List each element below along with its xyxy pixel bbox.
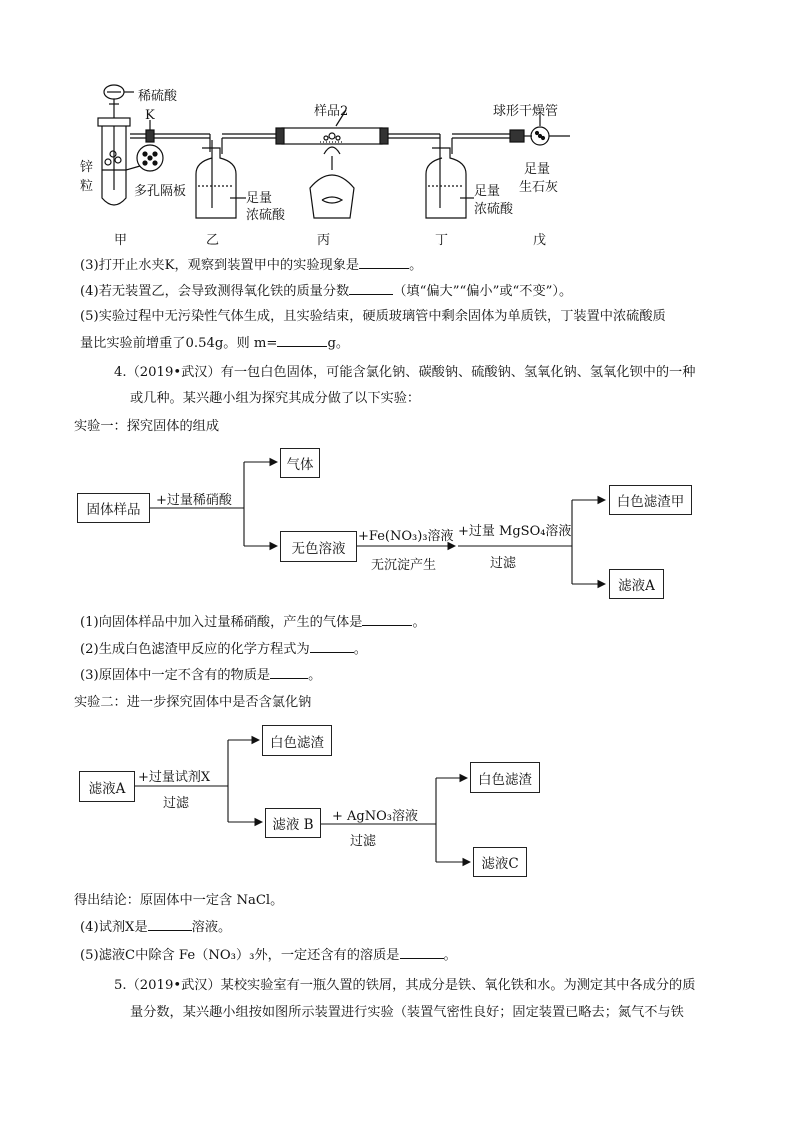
question-4-part1: (4)若无装置乙，会导致测得氧化铁的质量分数 （填“偏大”“偏小”或“不变”）。 (80, 284, 573, 299)
q4-header: 4.（2019•武汉）有一包白色固体，可能含氯化钠、碳酸钠、硫酸钠、氢氧化钠、氢氧化钡中的一种 (114, 365, 696, 380)
flow2-add-reagent-x: +过量试剂X (138, 770, 211, 785)
flow2-white-residue: 白色滤渣 (262, 725, 332, 756)
label-dilute-acid: 稀硫酸 (138, 89, 178, 104)
label-k: K (145, 108, 155, 123)
flow2-white-residue-2: 白色滤渣 (470, 762, 540, 793)
station-jia: 甲 (114, 233, 128, 248)
flow1-white-residue-a: 白色滤渣甲 (609, 485, 692, 515)
label-acid-d1: 足量 (474, 184, 501, 199)
exp1-title: 实验一：探究固体的组成 (74, 419, 220, 434)
flow1-add-nitric-acid: +过量稀硝酸 (156, 493, 232, 508)
label-zinc-bottom: 粒 (80, 179, 94, 194)
q4-question-2: (2)生成白色滤渣甲反应的化学方程式为 。 (80, 642, 367, 657)
label-acid-b2: 浓硫酸 (246, 208, 286, 223)
label-acid-b1: 足量 (246, 191, 273, 206)
flow1-no-precipitate: 无沉淀产生 (371, 558, 437, 573)
station-wu: 戊 (533, 233, 547, 248)
flow1-filtrate-a: 滤液A (609, 569, 664, 599)
flow1-colorless-solution: 无色溶液 (280, 531, 357, 562)
question-5-part1: (5)实验过程中无污染性气体生成，且实验结束，硬质玻璃管中剩余固体为单质铁，丁装置中浓硫酸质 (80, 309, 666, 324)
q5-line-1: 5.（2019•武汉）某校实验室有一瓶久置的铁屑，其成分是铁、氧化铁和水。为测定其中各成分的质 (114, 978, 696, 993)
q4-conclusion: 得出结论：原固体中一定含 NaCl。 (74, 893, 284, 908)
label-porous-plate: 多孔隔板 (134, 184, 187, 199)
question-5-part1-cont: 量比实验前增重了0.54g。则 m= g。 (80, 336, 350, 351)
station-bing: 丙 (317, 233, 331, 248)
question-3-part1: (3)打开止水夹K，观察到装置甲中的实验现象是 。 (80, 258, 423, 273)
q4-header-cont: 或几种。某兴趣小组为探究其成分做了以下实验： (130, 391, 421, 406)
flow1-gas: 气体 (280, 448, 320, 478)
flow2-filtrate-c: 滤液C (473, 847, 527, 877)
flow1-add-mgso4: +过量 MgSO₄溶液 (458, 524, 572, 539)
label-sample-2: 样品2 (314, 104, 349, 119)
label-lime1: 足量 (524, 162, 551, 177)
flow1-filter: 过滤 (490, 556, 517, 571)
q4-question-5: (5)滤液C中除含 Fe（NO₃）₃外，一定还含有的溶质是 。 (80, 948, 457, 963)
flow1-add-fe-nitrate: +Fe(NO₃)₃溶液 (358, 529, 454, 544)
q4-question-1: (1)向固体样品中加入过量稀硝酸，产生的气体是 。 (80, 615, 426, 630)
label-zinc-top: 锌 (80, 160, 94, 175)
flow2-filtrate-a: 滤液A (79, 771, 135, 802)
flow2-add-silver-nitrate: + AgNO₃溶液 (332, 809, 418, 824)
station-ding: 丁 (435, 233, 449, 248)
q4-question-3: (3)原固体中一定不含有的物质是 。 (80, 668, 322, 683)
flow2-filtrate-b: 滤液 B (265, 808, 321, 838)
flow2-filter-2: 过滤 (350, 834, 377, 849)
label-acid-d2: 浓硫酸 (474, 202, 514, 217)
label-lime2: 生石灰 (519, 180, 559, 195)
exp2-title: 实验二：进一步探究固体中是否含氯化钠 (74, 695, 312, 710)
q5-line-2: 量分数，某兴趣小组按如图所示装置进行实验（装置气密性良好；固定装置已略去；氮气不与铁 (130, 1005, 684, 1020)
station-yi: 乙 (206, 233, 220, 248)
flow2-filter-1: 过滤 (163, 796, 190, 811)
label-drying-tube: 球形干燥管 (493, 104, 559, 119)
flow1-solid-sample: 固体样品 (77, 493, 150, 523)
q4-question-4: (4)试剂X是 溶液。 (80, 920, 232, 935)
